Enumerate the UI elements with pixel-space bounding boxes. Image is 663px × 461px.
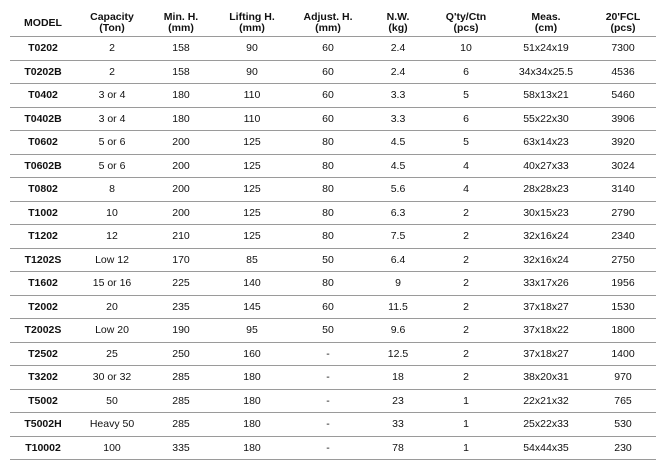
cell-qty-per-carton: 10 <box>430 37 502 61</box>
table-row <box>10 154 656 178</box>
table-row <box>10 60 656 84</box>
cell-net-weight: 6.4 <box>366 248 430 272</box>
cell-capacity: 30 or 32 <box>76 366 148 390</box>
cell-min-height: 200 <box>148 201 214 225</box>
cell-capacity: 12 <box>76 225 148 249</box>
table-body <box>10 37 656 460</box>
cell-fcl-quantity: 2750 <box>590 248 656 272</box>
cell-capacity: 2 <box>76 60 148 84</box>
cell-model: T5002H <box>10 413 76 437</box>
cell-net-weight: 12.5 <box>366 342 430 366</box>
cell-net-weight: 23 <box>366 389 430 413</box>
cell-lifting-height: 110 <box>214 84 290 108</box>
table-row <box>10 37 656 61</box>
cell-qty-per-carton: 1 <box>430 389 502 413</box>
cell-measurement: 30x15x23 <box>502 201 590 225</box>
cell-min-height: 200 <box>148 154 214 178</box>
cell-adjust-height: - <box>290 436 366 460</box>
cell-net-weight: 4.5 <box>366 131 430 155</box>
cell-qty-per-carton: 6 <box>430 60 502 84</box>
cell-net-weight: 7.5 <box>366 225 430 249</box>
cell-adjust-height: 60 <box>290 295 366 319</box>
header-label: 20'FCL <box>605 11 641 23</box>
cell-net-weight: 78 <box>366 436 430 460</box>
cell-lifting-height: 145 <box>214 295 290 319</box>
header-fcl-quantity <box>590 10 656 37</box>
cell-adjust-height: 60 <box>290 107 366 131</box>
cell-model: T1602 <box>10 272 76 296</box>
table-row <box>10 295 656 319</box>
cell-adjust-height: 60 <box>290 60 366 84</box>
cell-capacity: 8 <box>76 178 148 202</box>
cell-capacity: 5 or 6 <box>76 154 148 178</box>
cell-measurement: 54x44x35 <box>502 436 590 460</box>
cell-min-height: 335 <box>148 436 214 460</box>
cell-net-weight: 6.3 <box>366 201 430 225</box>
cell-fcl-quantity: 1530 <box>590 295 656 319</box>
header-measurement <box>502 10 590 37</box>
header-label: Lifting H. <box>229 11 275 23</box>
cell-lifting-height: 180 <box>214 413 290 437</box>
cell-fcl-quantity: 1800 <box>590 319 656 343</box>
cell-capacity: Low 20 <box>76 319 148 343</box>
header-label: Min. H. <box>163 11 199 23</box>
cell-model: T0602 <box>10 131 76 155</box>
cell-model: T2502 <box>10 342 76 366</box>
cell-min-height: 200 <box>148 178 214 202</box>
cell-fcl-quantity: 1400 <box>590 342 656 366</box>
cell-measurement: 37x18x27 <box>502 295 590 319</box>
cell-model: T1202 <box>10 225 76 249</box>
cell-model: T10002 <box>10 436 76 460</box>
cell-net-weight: 5.6 <box>366 178 430 202</box>
cell-lifting-height: 125 <box>214 131 290 155</box>
cell-adjust-height: - <box>290 413 366 437</box>
cell-capacity: 5 or 6 <box>76 131 148 155</box>
cell-model: T0402B <box>10 107 76 131</box>
cell-capacity: 15 or 16 <box>76 272 148 296</box>
cell-net-weight: 3.3 <box>366 84 430 108</box>
header-unit: (kg) <box>388 22 408 34</box>
cell-adjust-height: - <box>290 366 366 390</box>
header-label: Q'ty/Ctn <box>445 11 487 23</box>
cell-adjust-height: 80 <box>290 225 366 249</box>
cell-min-height: 190 <box>148 319 214 343</box>
header-unit: (pcs) <box>610 22 636 34</box>
cell-min-height: 250 <box>148 342 214 366</box>
cell-measurement: 32x16x24 <box>502 248 590 272</box>
header-capacity <box>76 10 148 37</box>
cell-fcl-quantity: 7300 <box>590 37 656 61</box>
cell-adjust-height: 50 <box>290 319 366 343</box>
header-model <box>10 10 76 37</box>
cell-qty-per-carton: 2 <box>430 342 502 366</box>
cell-model: T0202B <box>10 60 76 84</box>
cell-qty-per-carton: 2 <box>430 201 502 225</box>
cell-qty-per-carton: 5 <box>430 84 502 108</box>
cell-measurement: 33x17x26 <box>502 272 590 296</box>
cell-adjust-height: 80 <box>290 201 366 225</box>
table-row <box>10 319 656 343</box>
cell-capacity: 10 <box>76 201 148 225</box>
cell-model: T1202S <box>10 248 76 272</box>
cell-adjust-height: 60 <box>290 84 366 108</box>
header-net-weight <box>366 10 430 37</box>
cell-net-weight: 2.4 <box>366 60 430 84</box>
cell-measurement: 51x24x19 <box>502 37 590 61</box>
cell-measurement: 25x22x33 <box>502 413 590 437</box>
cell-net-weight: 33 <box>366 413 430 437</box>
header-unit: (mm) <box>315 22 341 34</box>
cell-net-weight: 2.4 <box>366 37 430 61</box>
cell-adjust-height: 80 <box>290 131 366 155</box>
cell-model: T1002 <box>10 201 76 225</box>
header-label: N.W. <box>386 11 410 23</box>
cell-lifting-height: 160 <box>214 342 290 366</box>
cell-capacity: 3 or 4 <box>76 84 148 108</box>
cell-qty-per-carton: 5 <box>430 131 502 155</box>
cell-capacity: 50 <box>76 389 148 413</box>
cell-model: T0202 <box>10 37 76 61</box>
cell-measurement: 58x13x21 <box>502 84 590 108</box>
cell-min-height: 158 <box>148 37 214 61</box>
cell-model: T0602B <box>10 154 76 178</box>
cell-fcl-quantity: 530 <box>590 413 656 437</box>
cell-measurement: 37x18x22 <box>502 319 590 343</box>
cell-min-height: 180 <box>148 107 214 131</box>
cell-lifting-height: 180 <box>214 389 290 413</box>
cell-min-height: 285 <box>148 389 214 413</box>
cell-min-height: 170 <box>148 248 214 272</box>
cell-capacity: Heavy 50 <box>76 413 148 437</box>
header-label: Adjust. H. <box>303 11 353 23</box>
cell-min-height: 210 <box>148 225 214 249</box>
cell-adjust-height: - <box>290 389 366 413</box>
cell-model: T0802 <box>10 178 76 202</box>
header-adjust-height <box>290 10 366 37</box>
cell-fcl-quantity: 3920 <box>590 131 656 155</box>
cell-fcl-quantity: 1956 <box>590 272 656 296</box>
cell-fcl-quantity: 765 <box>590 389 656 413</box>
header-unit: (mm) <box>168 22 194 34</box>
cell-min-height: 158 <box>148 60 214 84</box>
header-row <box>10 10 656 37</box>
header-qty-per-carton <box>430 10 502 37</box>
table-row <box>10 201 656 225</box>
header-label: Capacity <box>90 11 134 23</box>
cell-min-height: 285 <box>148 366 214 390</box>
cell-fcl-quantity: 3140 <box>590 178 656 202</box>
cell-capacity: 20 <box>76 295 148 319</box>
cell-min-height: 235 <box>148 295 214 319</box>
cell-min-height: 180 <box>148 84 214 108</box>
cell-model: T5002 <box>10 389 76 413</box>
table-row <box>10 272 656 296</box>
header-min-height <box>148 10 214 37</box>
cell-lifting-height: 125 <box>214 154 290 178</box>
table-row <box>10 131 656 155</box>
cell-fcl-quantity: 5460 <box>590 84 656 108</box>
header-unit: (pcs) <box>453 22 479 34</box>
header-label: Meas. <box>531 11 561 23</box>
table-row <box>10 84 656 108</box>
cell-adjust-height: 80 <box>290 272 366 296</box>
cell-lifting-height: 90 <box>214 37 290 61</box>
header-unit: (cm) <box>534 22 558 34</box>
table-row <box>10 413 656 437</box>
cell-lifting-height: 125 <box>214 178 290 202</box>
cell-min-height: 285 <box>148 413 214 437</box>
cell-fcl-quantity: 970 <box>590 366 656 390</box>
cell-lifting-height: 95 <box>214 319 290 343</box>
table-row <box>10 225 656 249</box>
cell-adjust-height: - <box>290 342 366 366</box>
cell-measurement: 40x27x33 <box>502 154 590 178</box>
cell-measurement: 38x20x31 <box>502 366 590 390</box>
cell-qty-per-carton: 2 <box>430 225 502 249</box>
cell-qty-per-carton: 1 <box>430 413 502 437</box>
cell-capacity: 100 <box>76 436 148 460</box>
table-row <box>10 342 656 366</box>
cell-measurement: 37x18x27 <box>502 342 590 366</box>
cell-min-height: 200 <box>148 131 214 155</box>
table-row <box>10 248 656 272</box>
cell-capacity: 25 <box>76 342 148 366</box>
cell-qty-per-carton: 2 <box>430 295 502 319</box>
header-unit: (mm) <box>239 22 265 34</box>
cell-net-weight: 3.3 <box>366 107 430 131</box>
cell-capacity: Low 12 <box>76 248 148 272</box>
cell-capacity: 3 or 4 <box>76 107 148 131</box>
header-unit: (Ton) <box>99 22 125 34</box>
cell-fcl-quantity: 3906 <box>590 107 656 131</box>
cell-adjust-height: 50 <box>290 248 366 272</box>
cell-qty-per-carton: 1 <box>430 436 502 460</box>
cell-adjust-height: 80 <box>290 178 366 202</box>
cell-model: T2002S <box>10 319 76 343</box>
cell-measurement: 28x28x23 <box>502 178 590 202</box>
cell-net-weight: 4.5 <box>366 154 430 178</box>
cell-measurement: 63x14x23 <box>502 131 590 155</box>
cell-lifting-height: 180 <box>214 366 290 390</box>
cell-measurement: 34x34x25.5 <box>502 60 590 84</box>
cell-measurement: 55x22x30 <box>502 107 590 131</box>
cell-capacity: 2 <box>76 37 148 61</box>
cell-lifting-height: 140 <box>214 272 290 296</box>
cell-lifting-height: 85 <box>214 248 290 272</box>
table-row <box>10 366 656 390</box>
cell-adjust-height: 60 <box>290 37 366 61</box>
cell-fcl-quantity: 230 <box>590 436 656 460</box>
cell-qty-per-carton: 2 <box>430 366 502 390</box>
cell-model: T2002 <box>10 295 76 319</box>
header-label: MODEL <box>24 16 62 29</box>
cell-qty-per-carton: 6 <box>430 107 502 131</box>
cell-net-weight: 18 <box>366 366 430 390</box>
header-lifting-height <box>214 10 290 37</box>
cell-qty-per-carton: 2 <box>430 248 502 272</box>
table-row <box>10 107 656 131</box>
table-row <box>10 436 656 460</box>
cell-min-height: 225 <box>148 272 214 296</box>
cell-fcl-quantity: 2790 <box>590 201 656 225</box>
cell-model: T3202 <box>10 366 76 390</box>
cell-fcl-quantity: 2340 <box>590 225 656 249</box>
cell-lifting-height: 90 <box>214 60 290 84</box>
cell-fcl-quantity: 3024 <box>590 154 656 178</box>
cell-measurement: 22x21x32 <box>502 389 590 413</box>
cell-lifting-height: 180 <box>214 436 290 460</box>
cell-fcl-quantity: 4536 <box>590 60 656 84</box>
cell-qty-per-carton: 4 <box>430 154 502 178</box>
cell-model: T0402 <box>10 84 76 108</box>
cell-lifting-height: 125 <box>214 201 290 225</box>
table-row <box>10 178 656 202</box>
specification-table <box>10 10 656 460</box>
cell-adjust-height: 80 <box>290 154 366 178</box>
cell-qty-per-carton: 4 <box>430 178 502 202</box>
cell-net-weight: 9.6 <box>366 319 430 343</box>
cell-lifting-height: 110 <box>214 107 290 131</box>
cell-measurement: 32x16x24 <box>502 225 590 249</box>
cell-qty-per-carton: 2 <box>430 272 502 296</box>
cell-net-weight: 9 <box>366 272 430 296</box>
table-row <box>10 389 656 413</box>
cell-net-weight: 11.5 <box>366 295 430 319</box>
cell-lifting-height: 125 <box>214 225 290 249</box>
cell-qty-per-carton: 2 <box>430 319 502 343</box>
